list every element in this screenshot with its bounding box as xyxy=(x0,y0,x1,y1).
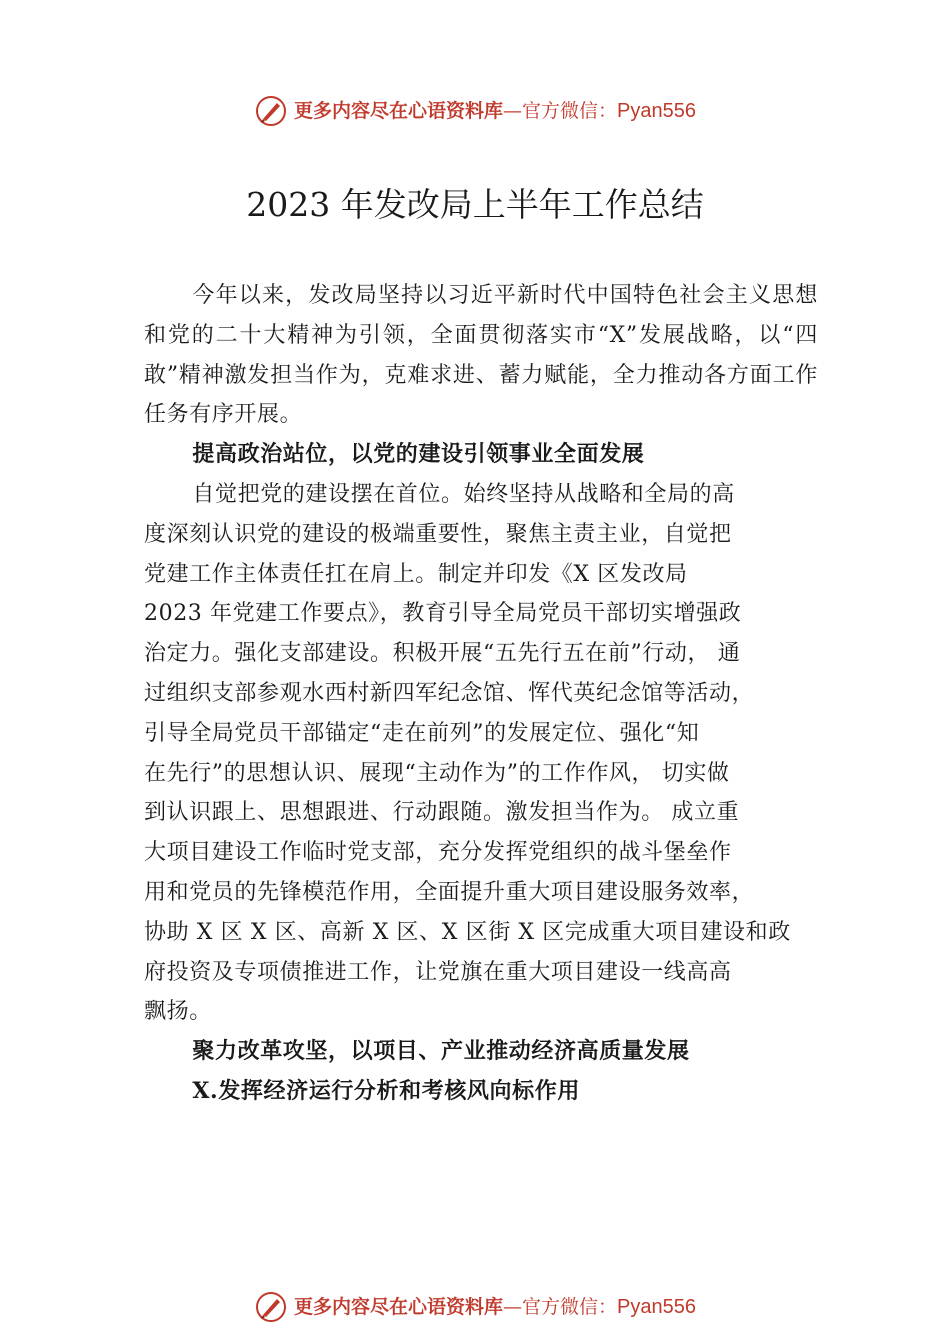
body-line: 过组织支部参观水西村新四军纪念馆、恽代英纪念馆等活动， xyxy=(144,680,755,706)
watermark-brand: 更多内容尽在心语资料库 xyxy=(294,100,504,122)
section-paragraph-party-building xyxy=(144,475,818,1032)
body-line: 府投资及专项债推进工作，让党旗在重大项目建设一线高高 xyxy=(144,959,732,985)
document-title: 2023 年发改局上半年工作总结 xyxy=(246,185,704,224)
watermark-brand: 更多内容尽在心语资料库 xyxy=(294,1296,504,1318)
body-line: 用和党员的先锋模范作用，全面提升重大项目建设服务效率， xyxy=(144,879,755,905)
watermark-wechat-id: Pyan556 xyxy=(617,1296,696,1318)
watermark-wechat-label: 官方微信： xyxy=(522,1296,618,1318)
body-line: 大项目建设工作临时党支部，充分发挥党组织的战斗堡垒作 xyxy=(144,840,732,866)
body-line: 引导全局党员干部锚定“走在前列”的发展定位、强化“知 xyxy=(144,720,700,746)
body-line: 自觉把党的建设摆在首位。始终坚持从战略和全局的高 xyxy=(192,481,735,507)
body-line: 协助 X 区 X 区、高新 X 区、X 区街 X 区完成重大项目建设和政 xyxy=(144,919,791,945)
watermark-dash: — xyxy=(503,1296,523,1318)
body-line: 飘扬。 xyxy=(144,999,212,1025)
body-line: 在先行”的思想认识、展现“主动作为”的工作作风， 切实做 xyxy=(144,760,730,786)
section-heading-party-building: 提高政治站位，以党的建设引领事业全面发展 xyxy=(192,442,645,468)
header-watermark xyxy=(0,94,950,128)
section-heading-reform: 聚力改革攻坚，以项目、产业推动经济高质量发展 xyxy=(192,1039,690,1065)
body-line: 2023 年党建工作要点》，教育引导全局党员干部切实增强政 xyxy=(144,601,742,627)
body-line: 党建工作主体责任扛在肩上。制定并印发《X 区发改局 xyxy=(144,561,688,587)
quill-pen-logo-icon xyxy=(254,1290,288,1324)
body-line: 到认识跟上、思想跟进、行动跟随。激发担当作为。 成立重 xyxy=(144,800,740,826)
quill-pen-logo-icon xyxy=(254,94,288,128)
document-body xyxy=(144,276,818,1112)
watermark-text xyxy=(294,94,696,128)
watermark-dash: — xyxy=(503,100,523,122)
body-line: 度深刻认识党的建设的极端重要性，聚焦主责主业，自觉把 xyxy=(144,521,732,547)
subsection-heading-economic-analysis: X.发挥经济运行分析和考核风向标作用 xyxy=(192,1077,580,1104)
watermark-wechat-label: 官方微信： xyxy=(522,100,618,122)
footer-watermark xyxy=(0,1290,950,1324)
body-line: 治定力。强化支部建设。积极开展“五先行五在前”行动， 通 xyxy=(144,641,741,667)
watermark-text xyxy=(294,1290,696,1324)
watermark-wechat-id: Pyan556 xyxy=(617,100,696,122)
intro-paragraph: 今年以来，发改局坚持以习近平新时代中国特色社会主义思想和党的二十大精神为引领，全面贯彻落实市“X”发展战略，以“四敢”精神激发担当作为，克难求进、蓄力赋能，全力推动各方面工作任务有序开展。 xyxy=(144,283,818,428)
